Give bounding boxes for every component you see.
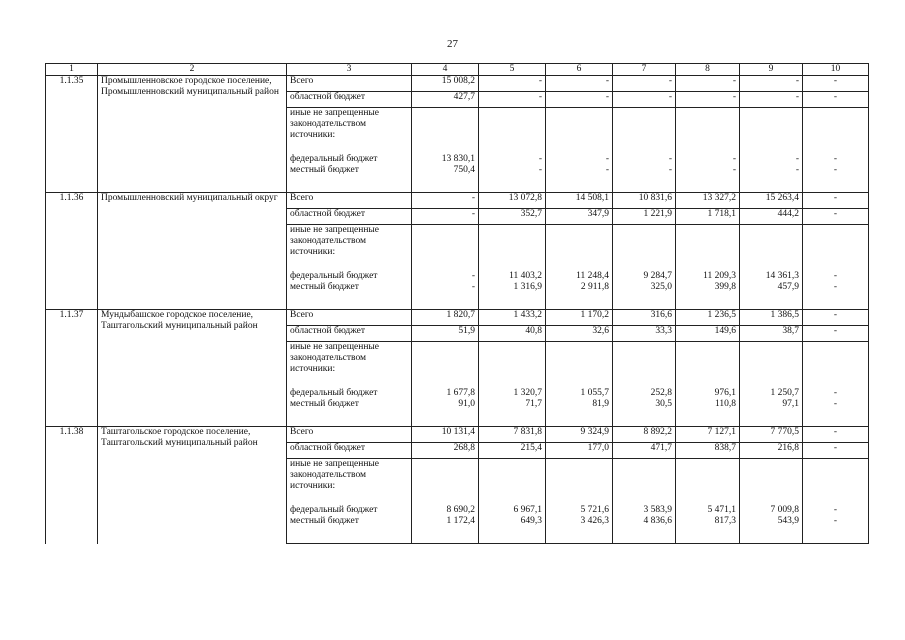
value-cell: 7 770,5: [740, 427, 803, 443]
value-cell: [546, 225, 613, 270]
value-cell: [613, 296, 676, 310]
value-cell: [803, 342, 869, 387]
value-cell: -: [676, 165, 740, 179]
value-cell: 1 221,9: [613, 209, 676, 225]
funding-source-label: местный бюджет: [287, 282, 412, 296]
value-cell: [479, 530, 546, 544]
value-cell: -: [546, 92, 613, 108]
value-cell: 1 320,7: [479, 386, 546, 399]
value-cell: 352,7: [479, 209, 546, 225]
value-cell: 3 426,3: [546, 516, 613, 530]
value-cell: 15 263,4: [740, 193, 803, 209]
value-cell: [676, 179, 740, 193]
value-cell: [546, 413, 613, 427]
header-cell: 1: [46, 64, 98, 76]
value-cell: 1 236,5: [676, 310, 740, 326]
value-cell: [613, 413, 676, 427]
value-cell: [803, 459, 869, 504]
value-cell: 1 677,8: [412, 386, 479, 399]
value-cell: -: [546, 165, 613, 179]
funding-source-label: областной бюджет: [287, 92, 412, 108]
value-cell: 6 967,1: [479, 503, 546, 516]
value-cell: 4 836,6: [613, 516, 676, 530]
value-cell: [740, 108, 803, 153]
municipality-name: Таштагольское городское поселение, Таштагольский муниципальный район: [98, 427, 287, 544]
value-cell: -: [803, 152, 869, 165]
value-cell: 444,2: [740, 209, 803, 225]
value-cell: 1 386,5: [740, 310, 803, 326]
value-cell: -: [412, 209, 479, 225]
funding-source-label: Всего: [287, 310, 412, 326]
value-cell: 30,5: [613, 399, 676, 413]
value-cell: 976,1: [676, 386, 740, 399]
value-cell: 40,8: [479, 326, 546, 342]
funding-source-label: иные не запрещенные законодательством источники:: [287, 342, 412, 387]
value-cell: 1 718,1: [676, 209, 740, 225]
value-cell: [740, 179, 803, 193]
funding-source-label: Всего: [287, 193, 412, 209]
value-cell: [613, 459, 676, 504]
value-cell: [676, 342, 740, 387]
value-cell: [479, 342, 546, 387]
value-cell: -: [803, 443, 869, 459]
value-cell: [412, 342, 479, 387]
table-body: [46, 76, 869, 544]
header-cell: 6: [546, 64, 613, 76]
value-cell: -: [479, 92, 546, 108]
value-cell: [613, 530, 676, 544]
funding-source-label: местный бюджет: [287, 516, 412, 530]
value-cell: [803, 530, 869, 544]
value-cell: [613, 108, 676, 153]
value-cell: 316,6: [613, 310, 676, 326]
funding-source-label: федеральный бюджет: [287, 386, 412, 399]
value-cell: [740, 296, 803, 310]
municipality-name: Промышленновское городское поселение, Промышленновский муниципальный район: [98, 76, 287, 193]
value-cell: 543,9: [740, 516, 803, 530]
value-cell: 325,0: [613, 282, 676, 296]
table-row-total: [46, 310, 869, 326]
value-cell: 2 911,8: [546, 282, 613, 296]
value-cell: [803, 225, 869, 270]
value-cell: [676, 296, 740, 310]
value-cell: 11 403,2: [479, 269, 546, 282]
header-row: [46, 64, 869, 76]
value-cell: 7 831,8: [479, 427, 546, 443]
table-row-total: [46, 427, 869, 443]
value-cell: -: [803, 269, 869, 282]
value-cell: 81,9: [546, 399, 613, 413]
value-cell: -: [803, 399, 869, 413]
header-cell: 3: [287, 64, 412, 76]
value-cell: 817,3: [676, 516, 740, 530]
value-cell: [412, 296, 479, 310]
funding-source-label: федеральный бюджет: [287, 152, 412, 165]
value-cell: [676, 459, 740, 504]
value-cell: [740, 225, 803, 270]
funding-source-label: областной бюджет: [287, 443, 412, 459]
value-cell: 3 583,9: [613, 503, 676, 516]
value-cell: -: [613, 165, 676, 179]
value-cell: 5 721,6: [546, 503, 613, 516]
value-cell: 1 433,2: [479, 310, 546, 326]
value-cell: -: [803, 282, 869, 296]
value-cell: [803, 413, 869, 427]
value-cell: -: [803, 165, 869, 179]
header-cell: 4: [412, 64, 479, 76]
value-cell: [676, 530, 740, 544]
value-cell: [546, 108, 613, 153]
value-cell: -: [613, 76, 676, 92]
value-cell: 32,6: [546, 326, 613, 342]
value-cell: 427,7: [412, 92, 479, 108]
value-cell: 11 248,4: [546, 269, 613, 282]
value-cell: [479, 225, 546, 270]
value-cell: 1 170,2: [546, 310, 613, 326]
value-cell: 149,6: [676, 326, 740, 342]
value-cell: [740, 342, 803, 387]
value-cell: [479, 179, 546, 193]
funding-source-label: [287, 530, 412, 544]
value-cell: [676, 225, 740, 270]
value-cell: 9 324,9: [546, 427, 613, 443]
value-cell: -: [676, 92, 740, 108]
header-cell: 7: [613, 64, 676, 76]
table-row-total: [46, 193, 869, 209]
value-cell: -: [803, 503, 869, 516]
value-cell: [412, 413, 479, 427]
value-cell: [613, 342, 676, 387]
item-code: 1.1.38: [46, 427, 98, 544]
value-cell: -: [613, 92, 676, 108]
header-cell: 9: [740, 64, 803, 76]
value-cell: -: [803, 386, 869, 399]
value-cell: -: [803, 76, 869, 92]
funding-source-label: федеральный бюджет: [287, 269, 412, 282]
value-cell: -: [803, 193, 869, 209]
value-cell: [412, 225, 479, 270]
value-cell: [803, 179, 869, 193]
table-row-total: [46, 76, 869, 92]
funding-source-label: [287, 413, 412, 427]
value-cell: 11 209,3: [676, 269, 740, 282]
value-cell: 1 820,7: [412, 310, 479, 326]
value-cell: [676, 413, 740, 427]
value-cell: [613, 225, 676, 270]
value-cell: -: [546, 152, 613, 165]
value-cell: 471,7: [613, 443, 676, 459]
value-cell: -: [479, 165, 546, 179]
value-cell: 1 055,7: [546, 386, 613, 399]
value-cell: 14 361,3: [740, 269, 803, 282]
value-cell: [803, 108, 869, 153]
value-cell: 110,8: [676, 399, 740, 413]
value-cell: [740, 530, 803, 544]
value-cell: [676, 108, 740, 153]
value-cell: 7 127,1: [676, 427, 740, 443]
value-cell: 1 172,4: [412, 516, 479, 530]
value-cell: [412, 530, 479, 544]
budget-table: [45, 63, 869, 544]
value-cell: 33,3: [613, 326, 676, 342]
funding-source-label: областной бюджет: [287, 326, 412, 342]
item-code: 1.1.36: [46, 193, 98, 310]
header-cell: 5: [479, 64, 546, 76]
value-cell: 97,1: [740, 399, 803, 413]
page-number: 27: [447, 38, 458, 50]
funding-source-label: иные не запрещенные законодательством источники:: [287, 108, 412, 153]
value-cell: -: [740, 165, 803, 179]
value-cell: 14 508,1: [546, 193, 613, 209]
value-cell: [479, 459, 546, 504]
value-cell: -: [412, 269, 479, 282]
funding-source-label: Всего: [287, 427, 412, 443]
value-cell: 216,8: [740, 443, 803, 459]
value-cell: -: [803, 209, 869, 225]
header-cell: 8: [676, 64, 740, 76]
value-cell: -: [613, 152, 676, 165]
value-cell: -: [740, 76, 803, 92]
funding-source-label: иные не запрещенные законодательством источники:: [287, 225, 412, 270]
value-cell: 13 830,1: [412, 152, 479, 165]
header-cell: 10: [803, 64, 869, 76]
value-cell: 215,4: [479, 443, 546, 459]
value-cell: [546, 342, 613, 387]
value-cell: 10 831,6: [613, 193, 676, 209]
value-cell: -: [803, 427, 869, 443]
value-cell: -: [676, 76, 740, 92]
funding-source-label: федеральный бюджет: [287, 503, 412, 516]
value-cell: 177,0: [546, 443, 613, 459]
value-cell: 347,9: [546, 209, 613, 225]
value-cell: 10 131,4: [412, 427, 479, 443]
value-cell: -: [803, 516, 869, 530]
value-cell: -: [803, 310, 869, 326]
value-cell: 252,8: [613, 386, 676, 399]
value-cell: [803, 296, 869, 310]
value-cell: [479, 413, 546, 427]
value-cell: 15 008,2: [412, 76, 479, 92]
value-cell: -: [546, 76, 613, 92]
value-cell: [740, 413, 803, 427]
value-cell: 1 250,7: [740, 386, 803, 399]
value-cell: 5 471,1: [676, 503, 740, 516]
value-cell: [613, 179, 676, 193]
funding-source-label: областной бюджет: [287, 209, 412, 225]
value-cell: -: [803, 326, 869, 342]
value-cell: [479, 296, 546, 310]
value-cell: 649,3: [479, 516, 546, 530]
value-cell: 8 892,2: [613, 427, 676, 443]
funding-source-label: местный бюджет: [287, 399, 412, 413]
value-cell: [479, 108, 546, 153]
value-cell: [546, 459, 613, 504]
item-code: 1.1.37: [46, 310, 98, 427]
value-cell: [546, 296, 613, 310]
value-cell: 268,8: [412, 443, 479, 459]
funding-source-label: [287, 296, 412, 310]
funding-source-label: [287, 179, 412, 193]
value-cell: 71,7: [479, 399, 546, 413]
value-cell: -: [412, 282, 479, 296]
value-cell: [740, 459, 803, 504]
value-cell: 38,7: [740, 326, 803, 342]
municipality-name: Мундыбашское городское поселение, Таштагольский муниципальный район: [98, 310, 287, 427]
value-cell: -: [740, 152, 803, 165]
value-cell: 399,8: [676, 282, 740, 296]
value-cell: -: [803, 92, 869, 108]
item-code: 1.1.35: [46, 76, 98, 193]
value-cell: [412, 108, 479, 153]
value-cell: 13 327,2: [676, 193, 740, 209]
value-cell: -: [676, 152, 740, 165]
value-cell: [412, 459, 479, 504]
value-cell: -: [479, 152, 546, 165]
value-cell: 9 284,7: [613, 269, 676, 282]
value-cell: 8 690,2: [412, 503, 479, 516]
funding-source-label: местный бюджет: [287, 165, 412, 179]
value-cell: 91,0: [412, 399, 479, 413]
value-cell: 13 072,8: [479, 193, 546, 209]
value-cell: 1 316,9: [479, 282, 546, 296]
value-cell: 51,9: [412, 326, 479, 342]
header-cell: 2: [98, 64, 287, 76]
value-cell: -: [412, 193, 479, 209]
value-cell: [546, 179, 613, 193]
municipality-name: Промышленновский муниципальный округ: [98, 193, 287, 310]
value-cell: 457,9: [740, 282, 803, 296]
value-cell: 750,4: [412, 165, 479, 179]
value-cell: -: [740, 92, 803, 108]
value-cell: 7 009,8: [740, 503, 803, 516]
funding-source-label: Всего: [287, 76, 412, 92]
value-cell: [412, 179, 479, 193]
funding-source-label: иные не запрещенные законодательством источники:: [287, 459, 412, 504]
value-cell: 838,7: [676, 443, 740, 459]
value-cell: [546, 530, 613, 544]
value-cell: -: [479, 76, 546, 92]
